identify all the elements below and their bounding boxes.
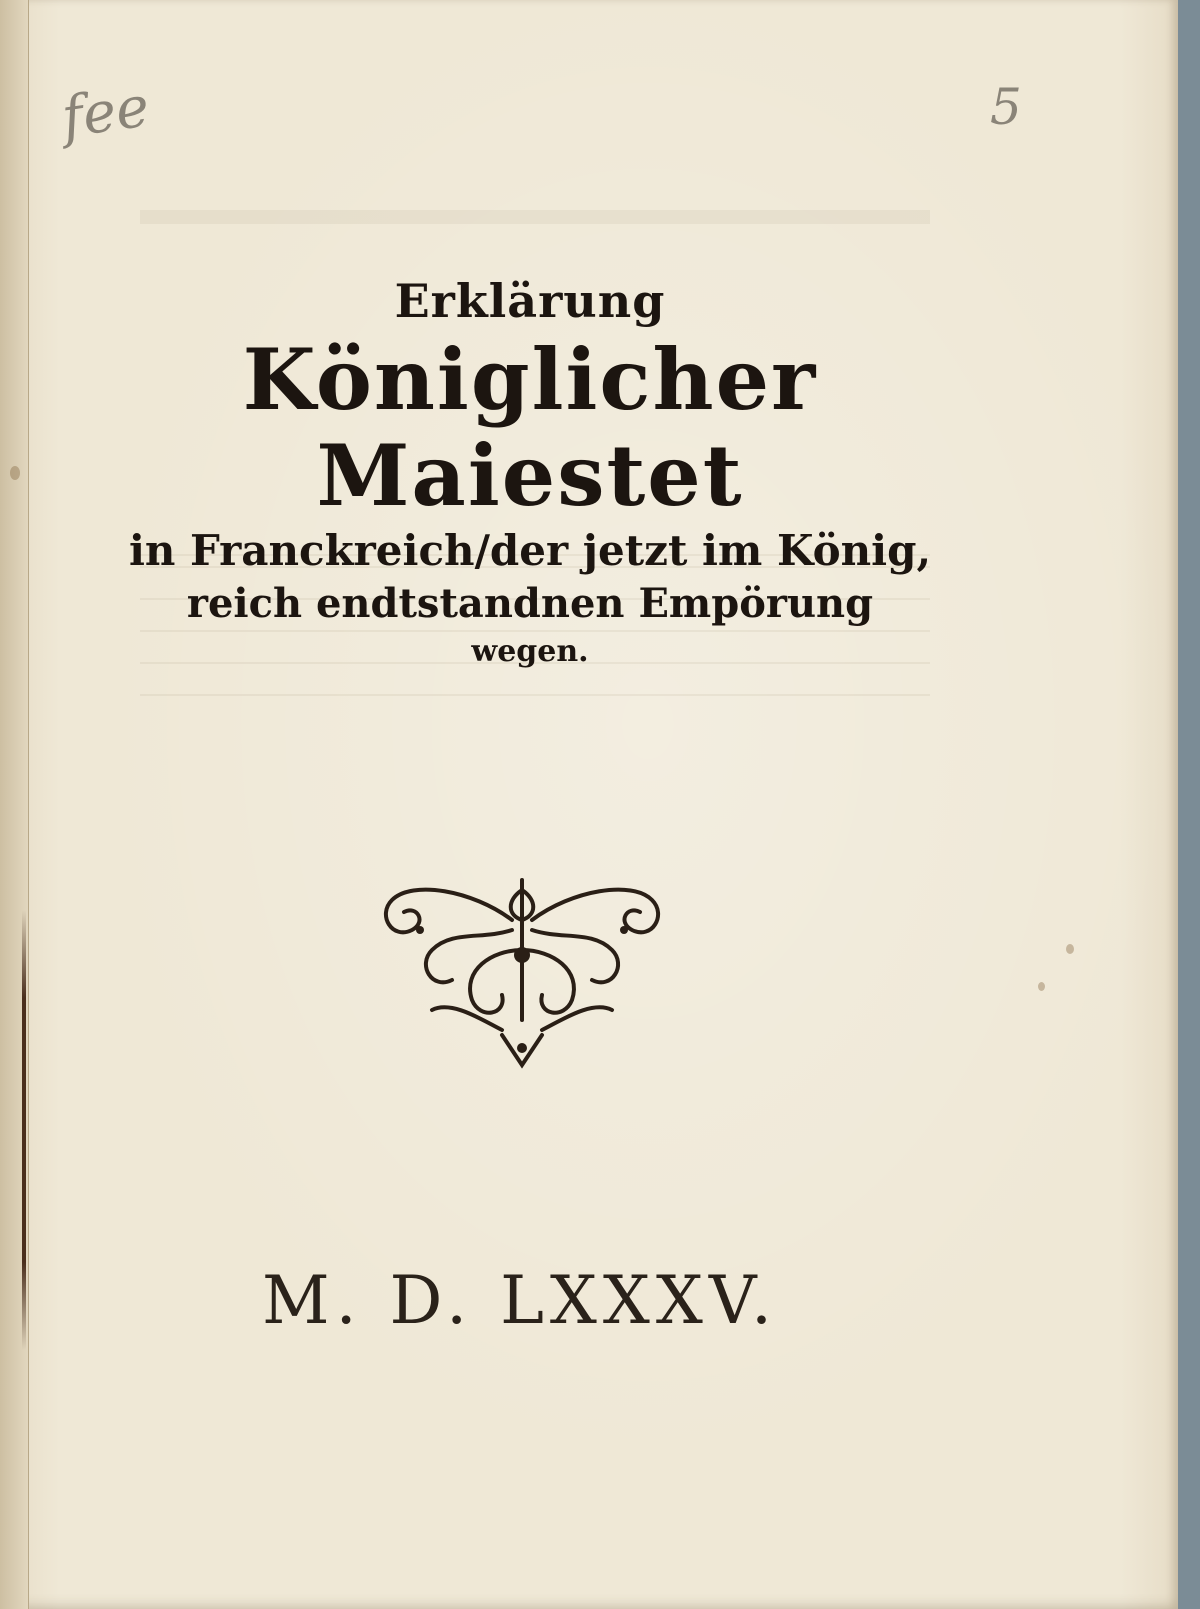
title-line-3: in Franckreich/der jetzt im König, <box>128 526 932 575</box>
fleuron-ornament-icon <box>372 870 672 1070</box>
paper-spot <box>1066 944 1074 954</box>
binding-edge <box>22 910 26 1350</box>
publication-date: M. D. LXXXV. <box>262 1262 778 1339</box>
paper-spot <box>1038 982 1045 991</box>
handwritten-note: fee <box>57 74 154 151</box>
title-line-4: reich endtstandnen Empörung <box>186 580 874 627</box>
title-line-1: Erklärung <box>394 274 666 328</box>
title-line-2: Königlicher Maiestet <box>242 330 818 525</box>
title-block <box>100 270 960 674</box>
title-line-5: wegen. <box>471 634 589 669</box>
folio-number: 5 <box>990 78 1022 136</box>
paper-spot <box>10 466 20 480</box>
